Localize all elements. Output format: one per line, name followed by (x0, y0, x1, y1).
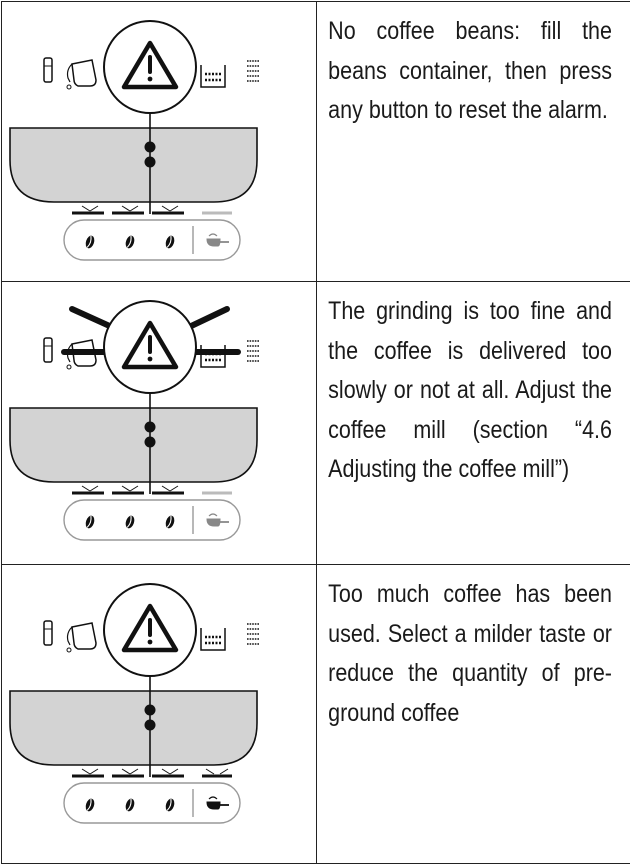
bottle-body (44, 621, 52, 645)
jug-body (72, 623, 96, 649)
strength-glow (82, 769, 90, 774)
blink-ray (187, 309, 227, 328)
grounds-container-icon (201, 345, 225, 367)
water-drop (67, 85, 71, 89)
blink-ray (72, 309, 114, 328)
indicator-dot (145, 705, 156, 716)
strength-glow (170, 206, 178, 211)
strength-glow (90, 206, 98, 211)
grounds-box (201, 65, 225, 87)
water-filter-icon (245, 338, 261, 362)
indicator-dot (145, 437, 156, 448)
descale-bottle-icon (44, 338, 52, 362)
grounds-container-icon (201, 628, 225, 650)
scoop-glow (220, 769, 228, 774)
indicator-dot (145, 157, 156, 168)
descale-bottle-icon (44, 621, 52, 645)
strength-glow (130, 486, 138, 491)
bottle-body (44, 58, 52, 82)
strength-glow (90, 769, 98, 774)
grounds-box (201, 345, 225, 367)
warning-dot (148, 640, 153, 645)
indicator-dot (145, 142, 156, 153)
display-panel (10, 128, 257, 202)
jug-body (72, 60, 96, 86)
alarm-description: The grinding is too fine and the coffee is delivered too slowly or not at all. Adjust the coffee mill (section “4.6 Adjusting the coffee mill”) (328, 297, 612, 483)
control-panel-figure (2, 565, 316, 863)
indicator-dot (145, 422, 156, 433)
alarm-row (2, 2, 630, 282)
grounds-container-icon (201, 65, 225, 87)
alarm-row (2, 282, 630, 565)
water-drop (67, 365, 71, 369)
alarm-description: No coffee beans: fill the beans container, then press any button to reset the alarm. (328, 17, 612, 124)
alarm-table (1, 1, 630, 864)
alarm-row (2, 565, 630, 864)
strength-glow (122, 486, 130, 491)
water-tank-icon (67, 623, 96, 652)
strength-glow (90, 486, 98, 491)
alarm-description-cell (317, 282, 630, 565)
water-drop (67, 648, 71, 652)
grounds-box (201, 628, 225, 650)
water-filter-icon (245, 621, 261, 645)
control-panel-figure (2, 282, 316, 564)
strength-glow (82, 486, 90, 491)
water-filter-icon (245, 58, 261, 82)
alarm-description-cell (317, 2, 630, 282)
indicator-dot (145, 720, 156, 731)
strength-glow (122, 206, 130, 211)
scoop-cup (207, 802, 220, 809)
alarm-figure-cell (2, 282, 317, 565)
alarm-figure-cell (2, 2, 317, 282)
strength-glow (162, 206, 170, 211)
display-panel (10, 691, 257, 765)
scoop-cup (207, 519, 220, 526)
alarm-description: Too much coffee has been used. Select a milder taste or reduce the quantity of pre-ground coffee (328, 580, 612, 727)
strength-glow (82, 206, 90, 211)
alarm-figure-cell (2, 565, 317, 864)
strength-glow (122, 769, 130, 774)
jug-spout (68, 64, 73, 82)
strength-glow (170, 769, 178, 774)
strength-glow (130, 206, 138, 211)
warning-dot (148, 357, 153, 362)
warning-dot (148, 77, 153, 82)
strength-glow (162, 769, 170, 774)
descale-bottle-icon (44, 58, 52, 82)
jug-spout (68, 627, 73, 645)
strength-glow (170, 486, 178, 491)
strength-glow (130, 769, 138, 774)
strength-glow (162, 486, 170, 491)
bottle-body (44, 338, 52, 362)
scoop-glow (206, 769, 214, 774)
display-panel (10, 408, 257, 482)
alarm-description-cell (317, 565, 630, 864)
water-tank-icon (67, 60, 96, 89)
scoop-cup (207, 239, 220, 246)
control-panel-figure (2, 2, 316, 281)
